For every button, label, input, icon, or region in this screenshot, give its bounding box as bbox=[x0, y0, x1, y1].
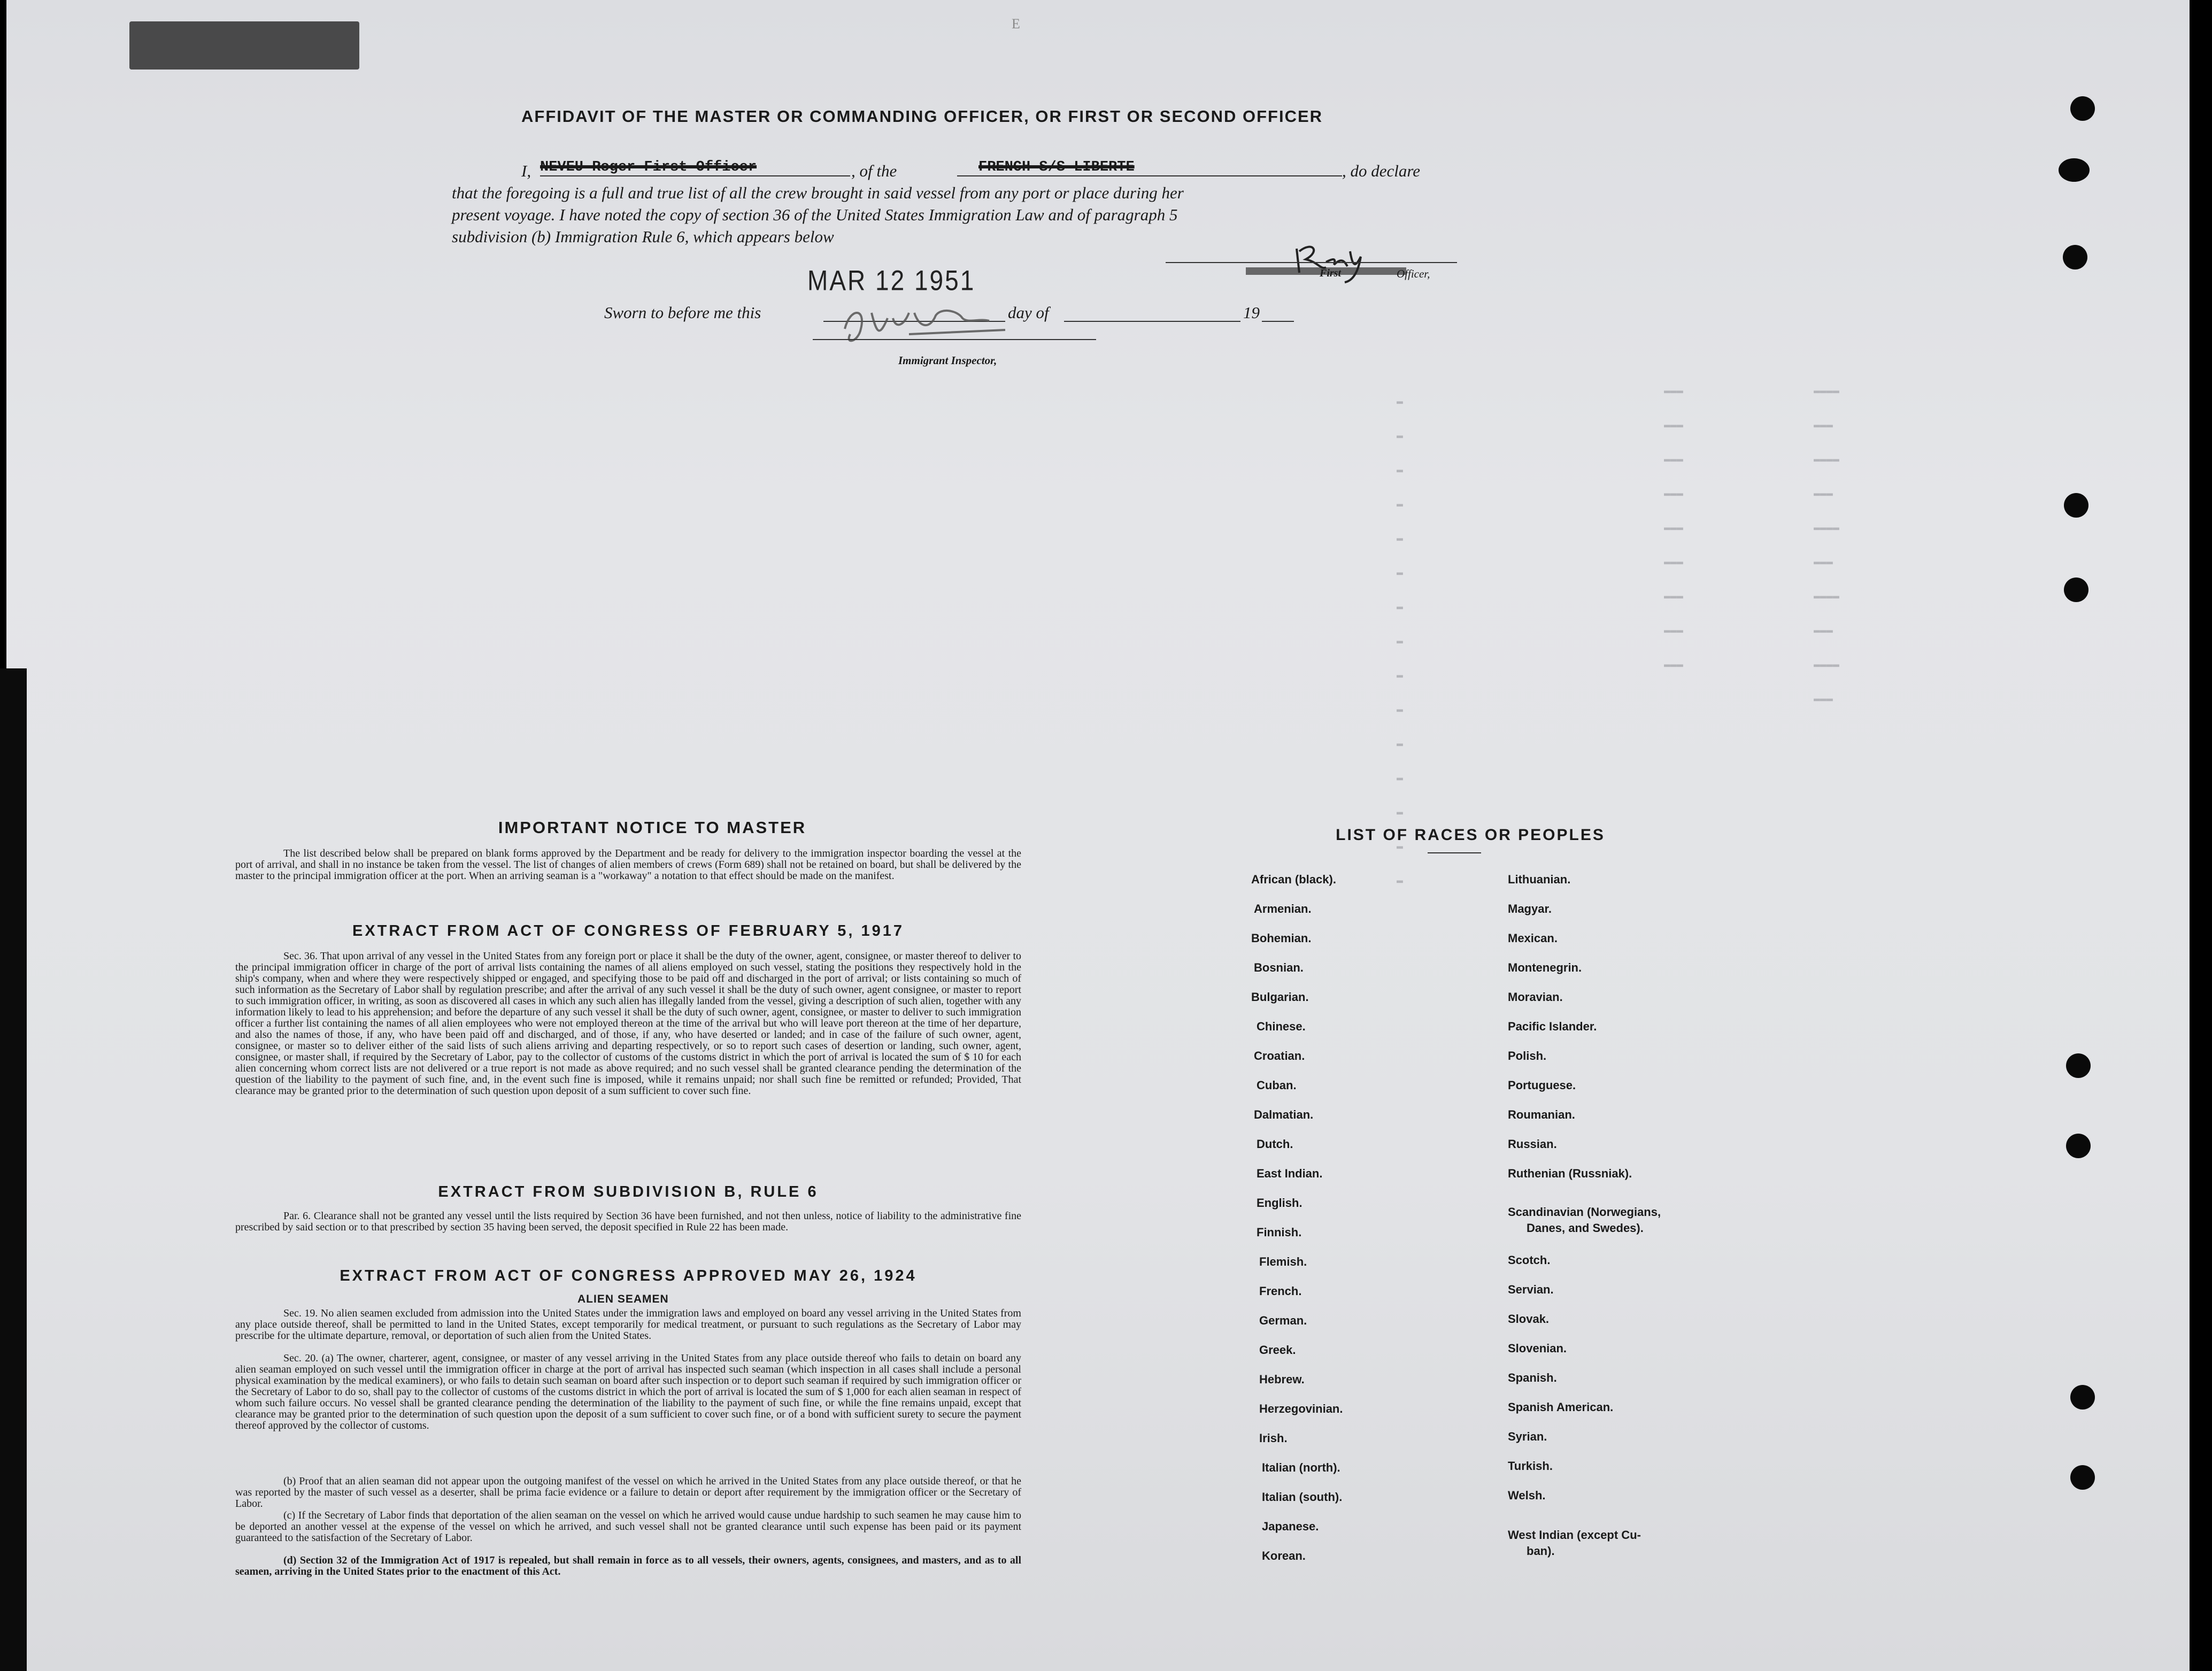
punch-hole bbox=[2070, 96, 2095, 121]
race-item: East Indian. bbox=[1257, 1167, 1323, 1180]
bleed-through-column: ▬▬▬ ▬▬▬ ▬▬▬ ▬▬▬ ▬▬▬ ▬▬▬ ▬▬▬ ▬▬▬ ▬▬▬ bbox=[1664, 385, 1684, 671]
race-item: Flemish. bbox=[1259, 1255, 1307, 1268]
races-title: LIST OF RACES OR PEOPLES bbox=[1336, 826, 1605, 844]
race-item: Scandinavian (Norwegians, bbox=[1508, 1205, 1661, 1219]
race-item: Herzegovinian. bbox=[1259, 1402, 1343, 1415]
race-item: Pacific Islander. bbox=[1508, 1020, 1597, 1033]
officer-label: Officer, bbox=[1397, 267, 1430, 280]
vessel-field bbox=[957, 159, 1342, 176]
punch-hole bbox=[2063, 245, 2087, 269]
alien-seamen-subtitle: ALIEN SEAMEN bbox=[577, 1293, 669, 1305]
race-item: Japanese. bbox=[1262, 1520, 1319, 1533]
race-item: Polish. bbox=[1508, 1049, 1547, 1062]
date-stamp: MAR 12 1951 bbox=[807, 264, 976, 296]
race-item: Russian. bbox=[1508, 1137, 1557, 1151]
race-item: Bosnian. bbox=[1254, 961, 1304, 974]
affidavit-line4: subdivision (b) Immigration Rule 6, which appears below bbox=[452, 227, 834, 246]
extract-1924-title: EXTRACT FROM ACT OF CONGRESS APPROVED MAY 26, 1924 bbox=[340, 1267, 917, 1284]
punch-hole bbox=[2070, 1385, 2095, 1410]
race-item: Bulgarian. bbox=[1251, 990, 1309, 1004]
race-item: Magyar. bbox=[1508, 902, 1552, 915]
month-line bbox=[1064, 321, 1240, 322]
race-item: Syrian. bbox=[1508, 1430, 1547, 1443]
race-item: Scotch. bbox=[1508, 1253, 1551, 1267]
race-item: Moravian. bbox=[1508, 990, 1563, 1004]
punch-hole bbox=[2064, 577, 2088, 602]
scan-edge bbox=[0, 668, 27, 1671]
race-item: Danes, and Swedes). bbox=[1527, 1221, 1644, 1235]
extract-1917-title: EXTRACT FROM ACT OF CONGRESS OF FEBRUARY 5, 1917 bbox=[352, 922, 905, 940]
race-item: Finnish. bbox=[1257, 1226, 1302, 1239]
race-item: Dutch. bbox=[1257, 1137, 1293, 1151]
notice-text: The list described below shall be prepared on blank forms approved by the Department and be ready for delivery to the immigration inspector boarding the vessel at the port of arrival, and shall in no instance be taken from the vessel. The list of changes of alien members of crews (Form 689) shall not be retained on board, but shall be delivered by the master to the principal immigration officer at the port. When an arriving seaman is a "workaway" a notation to that effect should be made on the manifest. bbox=[235, 848, 1021, 882]
punch-hole bbox=[2070, 1465, 2095, 1490]
punch-hole bbox=[2066, 1134, 2091, 1158]
affidavit-line1-start: I, bbox=[521, 161, 531, 180]
notice-title: IMPORTANT NOTICE TO MASTER bbox=[498, 818, 807, 837]
race-item: Slovenian. bbox=[1508, 1342, 1567, 1355]
of-the-label: , of the bbox=[851, 161, 897, 180]
race-item: Portuguese. bbox=[1508, 1079, 1576, 1092]
extract-1917-text: Sec. 36. That upon arrival of any vessel in the United States from any foreign port or place it shall be the duty of the owner, agent, consignee, or master thereof to deliver to the principal immigration officer in charge of the port of arrival lists containing the names of all aliens employed on such vessel, stating the positions they respectively hold in the ship's company, when and where they were respectively shipped or engaged, and specifying those to be paid off and discharged in the port of arrival; or lists containing so much of such information as the Secretary of Labor shall by regulation prescribe; and after the arrival of any such vessel it shall be the duty of such owner, agent consignee, or master to report to such immigration officer, in writing, as soon as discovered all cases in which any such alien has illegally landed from the vessel, giving a description of such alien, together with any information likely to lead to his apprehension; and before the departure of any such vessel it shall be the duty of such owner, agent, consignee, or master to deliver to such immigration officer a further list containing the names of all alien employees who were not employed thereon at the time of the arrival but who will leave port thereon at the time of her departure, and also the names of those, if any, who have been paid off and discharged, and of those, if any, who have deserted or landed; and in case of the failure of such owner, agent, consignee, or master so to deliver either of the said lists of such aliens arriving and departing respectively, or so to report such cases of desertion or landing, such owner, agent, consignee, or master shall, if required by the Secretary of Labor, pay to the collector of customs of the customs district in which the port of arrival is located the sum of $ 10 for each alien concerning whom correct lists are not delivered or a true report is not made as above required; and no such vessel shall be granted clearance pending the determination of the question of the liability to the payment of such fine, and, in the event such fine is imposed, while it remains unpaid; nor shall such fine be remitted or refunded; Provided, That clearance may be granted prior to the determination of such question upon deposit of a sum sufficient to cover such fine. bbox=[235, 950, 1021, 1097]
year-prefix: 19 bbox=[1243, 303, 1260, 322]
race-item: Italian (south). bbox=[1262, 1490, 1343, 1504]
signature-line bbox=[1166, 262, 1457, 263]
race-item: Welsh. bbox=[1508, 1489, 1546, 1502]
inspector-label: Immigrant Inspector, bbox=[898, 354, 997, 367]
race-item: French. bbox=[1259, 1284, 1302, 1298]
race-item: Korean. bbox=[1262, 1549, 1306, 1562]
day-of-label: day of bbox=[1008, 303, 1049, 322]
race-item: Roumanian. bbox=[1508, 1108, 1575, 1121]
declarant-field bbox=[540, 159, 850, 176]
sworn-text: Sworn to before me this bbox=[604, 303, 761, 322]
race-item: African (black). bbox=[1251, 873, 1336, 886]
officer-signature bbox=[1166, 230, 1417, 283]
race-item: Ruthenian (Russniak). bbox=[1508, 1167, 1632, 1180]
race-item: Turkish. bbox=[1508, 1459, 1553, 1473]
race-item: Chinese. bbox=[1257, 1020, 1306, 1033]
bleed-through-column: ▬▬▬▬ ▬▬▬ ▬▬▬▬ ▬▬▬ ▬▬▬▬ ▬▬▬ ▬▬▬▬ ▬▬▬ ▬▬▬▬ ▬▬▬ bbox=[1814, 385, 1840, 705]
do-declare-label: , do declare bbox=[1342, 161, 1421, 180]
declarant-value: NEVEU Roger First Officer bbox=[540, 159, 757, 175]
subdivision-title: EXTRACT FROM SUBDIVISION B, RULE 6 bbox=[438, 1183, 819, 1200]
race-item: German. bbox=[1259, 1314, 1307, 1327]
top-tab-mark bbox=[129, 21, 359, 70]
inspector-signature bbox=[829, 297, 1053, 356]
race-item: Croatian. bbox=[1254, 1049, 1305, 1062]
race-item: Greek. bbox=[1259, 1343, 1296, 1357]
extract-1924-sec20b: (b) Proof that an alien seaman did not appear upon the outgoing manifest of the vessel on which he arrived in the United States from any place outside thereof, or that he was reported by the master of such vessel as a deserter, shall be prima facie evidence or a failure to detain or deport after requirement by the immigration officer or the Secretary of Labor. bbox=[235, 1475, 1021, 1510]
year-line bbox=[1262, 321, 1294, 322]
inspector-line bbox=[813, 339, 1096, 340]
race-item: Bohemian. bbox=[1251, 931, 1312, 945]
race-item: West Indian (except Cu- bbox=[1508, 1528, 1641, 1542]
race-item: Mexican. bbox=[1508, 931, 1558, 945]
race-item: Italian (north). bbox=[1262, 1461, 1340, 1474]
race-item: ban). bbox=[1527, 1544, 1555, 1558]
race-item: Armenian. bbox=[1254, 902, 1312, 915]
race-item: English. bbox=[1257, 1196, 1302, 1210]
race-item: Slovak. bbox=[1508, 1312, 1550, 1326]
race-item: Hebrew. bbox=[1259, 1373, 1305, 1386]
race-item: Irish. bbox=[1259, 1431, 1288, 1445]
race-item: Dalmatian. bbox=[1254, 1108, 1314, 1121]
affidavit-line2: that the foregoing is a full and true list of all the crew brought in said vessel from any port or place during her bbox=[452, 183, 1184, 202]
punch-hole bbox=[2059, 158, 2090, 182]
extract-1924-sec20c: (c) If the Secretary of Labor finds that deportation of the alien seaman on the vessel on which he arrived would cause undue hardship to such seamen he may cause him to be deported an another vessel at the expense of the vessel on which he arrived, and such vessel shall not be granted clearance until such expense has been paid or its payment guaranteed to the satisfaction of the Secretary of Labor. bbox=[235, 1510, 1021, 1544]
race-item: Cuban. bbox=[1257, 1079, 1297, 1092]
affidavit-line3: present voyage. I have noted the copy of section 36 of the United States Immigration Law and of paragraph 5 bbox=[452, 205, 1178, 224]
race-item: Lithuanian. bbox=[1508, 873, 1571, 886]
race-item: Servian. bbox=[1508, 1283, 1554, 1296]
race-item: Montenegrin. bbox=[1508, 961, 1582, 974]
punch-hole bbox=[2066, 1053, 2091, 1078]
first-label: First bbox=[1320, 267, 1342, 279]
extract-1924-sec20d: (d) Section 32 of the Immigration Act of 1917 is repealed, but shall remain in force as to all vessels, their owners, agents, consignees, and masters, and as to all seamen, arriving in the United States prior to the enactment of this Act. bbox=[235, 1554, 1021, 1577]
races-title-rule bbox=[1428, 852, 1481, 853]
race-item: Spanish. bbox=[1508, 1371, 1557, 1384]
extract-1924-sec19: Sec. 19. No alien seamen excluded from admission into the United States under the immigration laws and employed on board any vessel arriving in the United States from any place outside thereof, shall be permitted to land in the United States, except temporarily for medical treatment, or pursuant to such regulations as the Secretary of Labor may prescribe for the ultimate departure, removal, or deportation of such alien from the United States. bbox=[235, 1307, 1021, 1342]
punch-hole bbox=[2064, 493, 2088, 518]
bleed-through-column: ▬ ▬ ▬ ▬ ▬ ▬ ▬ ▬ ▬ ▬ ▬ ▬ ▬ ▬ ▬ bbox=[1397, 396, 1404, 887]
race-item: Spanish American. bbox=[1508, 1400, 1614, 1414]
subdivision-text: Par. 6. Clearance shall not be granted any vessel until the lists required by Section 36 have been furnished, and not then unless, notice of liability to the administrative fine prescribed by said section or to that prescribed by section 35 having been served, the deposit specified in Rule 22 has been made. bbox=[235, 1210, 1021, 1233]
vessel-value: FRENCH S/S LIBERTE bbox=[978, 159, 1135, 175]
extract-1924-sec20a: Sec. 20. (a) The owner, charterer, agent, consignee, or master of any vessel arriving in the United States from any place outside thereof who fails to detain on board any alien seaman employed on such vessel until the immigration officer in charge at the port of arrival has inspected such seaman (which inspection in all cases shall include a personal physical examination by the medical examiners), or who fails to detain such seaman on board after such inspection or to deport such seaman if required by such immigration officer or the Secretary of Labor to do so, shall pay to the collector of customs of the customs district in which the port of arrival is located the sum of $ 1,000 for each alien seaman in respect of whom such failure occurs. No vessel shall be granted clearance pending the determination of the liability to the payment of such fine, or while the fine remains unpaid, except that clearance may be granted prior to the determination of such question upon the deposit of a sum sufficient to cover such fine, or of a bond with sufficient surety to secure the payment thereof approved by the collector of customs. bbox=[235, 1352, 1021, 1431]
top-mark: E bbox=[1012, 16, 1020, 32]
affidavit-title: AFFIDAVIT OF THE MASTER OR COMMANDING OFFICER, OR FIRST OR SECOND OFFICER bbox=[521, 107, 1323, 126]
